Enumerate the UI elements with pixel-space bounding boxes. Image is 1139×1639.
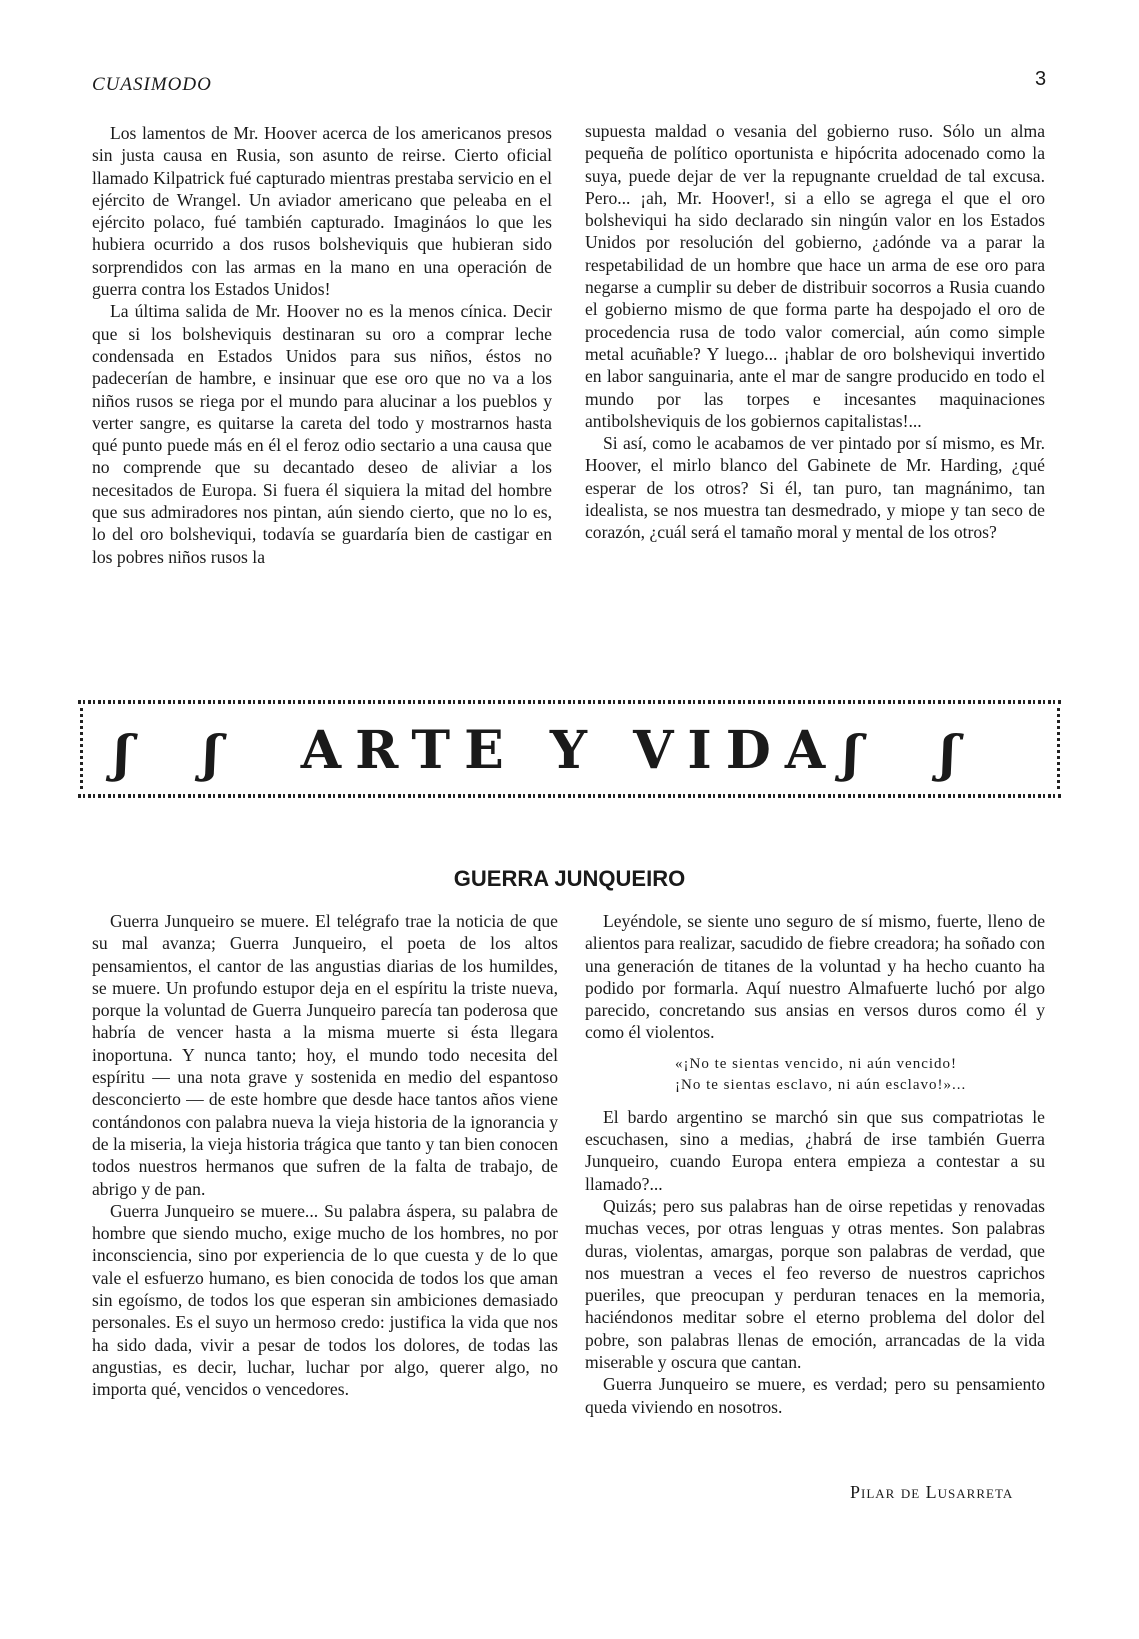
flourish-icon: ʃ <box>114 724 131 783</box>
paragraph: supuesta maldad o vesania del gobierno ruso. Sólo un alma pequeña de político oportunista e hipócrita adocenado como la suya, puede dejar de ver la repugnante crueldad de tal excusa. Pero... ¡ah, Mr. Hoover!, si a ello se agrega el que el oro bolsheviqui ha sido declarado sin ningún valor en los Estados Unidos por resolución del gobierno, ¿adónde va a parar la respetabilidad de un hombre que hace un arma de ese oro para negarse a cumplir su deber de distribuir socorros a Rusia cuando el gobierno mismo de que forma parte ha despojado el oro de procedencia rusa de todo valor comercial, aún como simple metal acuñable? Y luego... ¡hablar de oro bolsheviqui invertido en labor sanguinaria, ante el mar de sangre producido en todo el mundo por las torpes e incesantes maquinaciones antibolsheviquis de los gobiernos capitalistas!... <box>585 121 1045 431</box>
flourish-icon: ʃ <box>940 724 957 783</box>
section-banner-title: ARTE Y VIDA <box>300 720 840 781</box>
author-signature: Pilar de Lusarreta <box>850 1482 1014 1502</box>
paragraph: Guerra Junqueiro se muere. El telégrafo trae la noticia de que su mal avanza; Guerra Junqueiro, el poeta de los altos pensamientos, el cantor de las angustias diarias de los humildes, se muere. Un profundo estupor deja en el espíritu la triste nueva, porque la voluntad de Guerra Junqueiro parecía tan poderosa que habría de vencer hasta a la misma muerte si ésta llegara inoportuna. Y nunca tanto; hoy, el mundo todo necesita del espíritu — una nota grave y sostenida en medio del espantoso desconcierto — de este hombre que desde hace tantos años viene contándonos con palabra nueva la vieja historia de la ignorancia y de la miseria, la vieja historia trágica que tanto y tan bien conocen todos nuestros hermanos que sufren de la falta de trabajo, de abrigo y de pan. <box>92 911 558 1199</box>
banner-border-top <box>78 700 1062 704</box>
article-title: GUERRA JUNQUEIRO <box>453 866 686 891</box>
flourish-icon: ʃ <box>843 724 860 783</box>
page-number: 3 <box>1035 68 1047 90</box>
paragraph: La última salida de Mr. Hoover no es la menos cínica. Decir que si los bolsheviquis destinaran su oro a comprar leche condensada en Estados Unidos para sus niños, éstos no padecerían de hambre, e insinuar que ese oro que no va a los niños rusos se riega por el mundo para alucinar a los pueblos y verter sangre, es quitarse la careta del todo y mostrarnos hasta qué punto puede más en él el feroz odio sectario a una causa que no comprende que su decantado deseo de aliviar a los necesitados de Europa. Si fuera él siquiera la mitad del hombre que sus admiradores nos pintan, aún siendo cierto, que no lo es, lo del oro bolsheviqui, todavía se guardaría bien de castigar en los pobres niños rusos la <box>92 301 552 567</box>
publication-name: CUASIMODO <box>92 74 212 95</box>
paragraph: Leyéndole, se siente uno seguro de sí mismo, fuerte, lleno de alientos para realizar, sacudido de fiebre creadora; ha soñado con una generación de titanes de la voluntad y ha hecho cuanto ha podido por formarla. Aquí nuestro Almafuerte luchó por algo parecido, concretando sus ansias en versos duros como él y como él violentos. <box>585 911 1045 1043</box>
flourish-icon: ʃ <box>203 724 220 783</box>
article1-column-2 <box>585 120 1045 544</box>
section-banner <box>78 700 1062 798</box>
verse-line: «¡No te sientas vencido, ni aún vencido! <box>675 1055 958 1072</box>
article2-column-2 <box>585 910 1045 1418</box>
banner-border-bottom <box>78 794 1062 798</box>
article1-column-1 <box>92 122 552 568</box>
paragraph: Los lamentos de Mr. Hoover acerca de los americanos presos sin justa causa en Rusia, son asunto de reirse. Cierto oficial llamado Kilpatrick fué capturado mientras prestaba servicio en el ejército de Wrangel. Un aviador americano que peleaba en el ejército polaco, fué también capturado. Imagináos lo que les hubiera ocurrido a dos rusos bolsheviquis que hubieran sido sorprendidos con las armas en la mano en una operación de guerra contra los Estados Unidos! <box>92 123 552 300</box>
verse-line: ¡No te sientas esclavo, ni aún esclavo!»... <box>675 1076 967 1093</box>
paragraph: Guerra Junqueiro se muere, es verdad; pero su pensamiento queda viviendo en nosotros. <box>585 1374 1045 1417</box>
verse-quote <box>675 1054 1045 1096</box>
paragraph: Quizás; pero sus palabras han de oirse repetidas y renovadas muchas veces, por otras lenguas y otras mentes. Son palabras duras, violentas, amargas, porque son palabras de verdad, que nos muestran a veces el feo reverso de nuestros caprichos pueriles, que preocupan y perduran tenaces en la memoria, haciéndonos meditar sobre el eterno problema del dolor del pobre, son palabras llenas de emoción, arrancadas de la vida miserable y oscura que cantan. <box>585 1195 1045 1373</box>
paragraph: El bardo argentino se marchó sin que sus compatriotas le escuchasen, sino a medias, ¿habrá de irse también Guerra Junqueiro, cuando Europa entera empieza a contestar a su llamado?... <box>585 1106 1045 1194</box>
paragraph: Si así, como le acabamos de ver pintado por sí mismo, es Mr. Hoover, el mirlo blanco del Gabinete de Mr. Harding, ¿qué esperar de los otros? Si él, tan puro, tan magnánimo, tan idealista, se nos muestra tan desmedrado, y miope y tan seco de corazón, ¿cuál será el tamaño moral y mental de los otros? <box>585 433 1045 543</box>
paragraph: Guerra Junqueiro se muere... Su palabra áspera, su palabra de hombre que siendo mucho, exige mucho de los hombres, no por inconsciencia, sino por experiencia de lo que cuesta y de lo que vale el esfuerzo humano, es bien conocida de todos los que aman sin egoísmo, de todos los que esperan sin ambiciones demasiado personales. Es el suyo un hermoso credo: justifica la vida que nos ha sido dada, vivir a pesar de todos los dolores, de todas las angustias, es decir, luchar, luchar por algo, querer algo, no importa qué, vencidos o vencedores. <box>92 1200 558 1400</box>
article2-column-1 <box>92 910 558 1401</box>
